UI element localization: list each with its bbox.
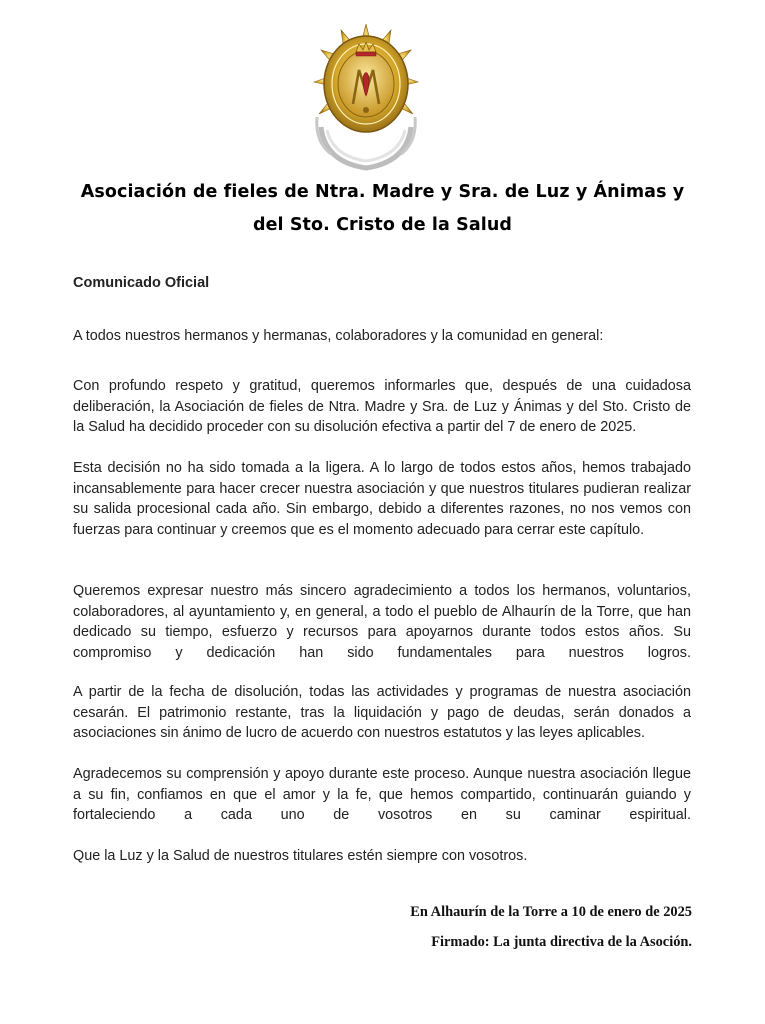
title-line-2: del Sto. Cristo de la Salud <box>252 215 513 235</box>
closing-paragraph: Que la Luz y la Salud de nuestros titulares estén siempre con vosotros. <box>73 848 528 864</box>
section-heading: Comunicado Oficial <box>73 275 210 291</box>
body-paragraph-3: Queremos expresar nuestro más sincero agradecimiento a todos los hermanos, voluntarios, colaboradores, al ayuntamiento y, en general, a todo el pueblo de Alhaurín de la Torre, que han dedicado su tiempo, esfuerzo y recursos para apoyarnos durante todos estos años. Su compromiso y dedicación han sido fundamentales para nuestros logros. <box>73 583 691 661</box>
body-paragraph-2: Esta decisión no ha sido tomada a la ligera. A lo largo de todos estos años, hemos trabajado incansablemente para hacer crecer nuestra asociación y que nuestros titulares pudieran realizar su salida procesional cada año. Sin embargo, debido a diferentes razones, no nos vemos con fuerzas para continuar y creemos que es el momento adecuado para cerrar este capítulo. <box>73 460 691 538</box>
body-paragraph-4: A partir de la fecha de disolución, todas las actividades y programas de nuestra asociación cesarán. El patrimonio restante, tras la liquidación y pago de deudas, serán donados a asociaciones sin ánimo de lucro de acuerdo con nuestros estatutos y las leyes aplicables. <box>73 684 691 741</box>
body-paragraph-1: Con profundo respeto y gratitud, queremos informarles que, después de una cuidadosa deliberación, la Asociación de fieles de Ntra. Madre y Sra. de Luz y Ánimas y del Sto. Cristo de la Salud ha decidido proceder con su disolución efectiva a partir del 7 de enero de 2025. <box>73 378 691 435</box>
salutation-paragraph: A todos nuestros hermanos y hermanas, colaboradores y la comunidad en general: <box>73 328 604 344</box>
title-line-1: Asociación de fieles de Ntra. Madre y Sra. de Luz y Ánimas y <box>80 182 685 202</box>
document-title <box>60 176 705 242</box>
place-date-line: En Alhaurín de la Torre a 10 de enero de 2025 <box>410 904 692 920</box>
heraldic-medallion-icon <box>311 22 421 172</box>
body-paragraph-5: Agradecemos su comprensión y apoyo durante este proceso. Aunque nuestra asociación llegue a su fin, confiamos en que el amor y la fe, que hemos compartido, continuarán guiando y fortaleciendo a cada uno de vosotros en su caminar espiritual. <box>73 766 691 823</box>
signature-line: Firmado: La junta directiva de la Asoción. <box>431 934 692 950</box>
